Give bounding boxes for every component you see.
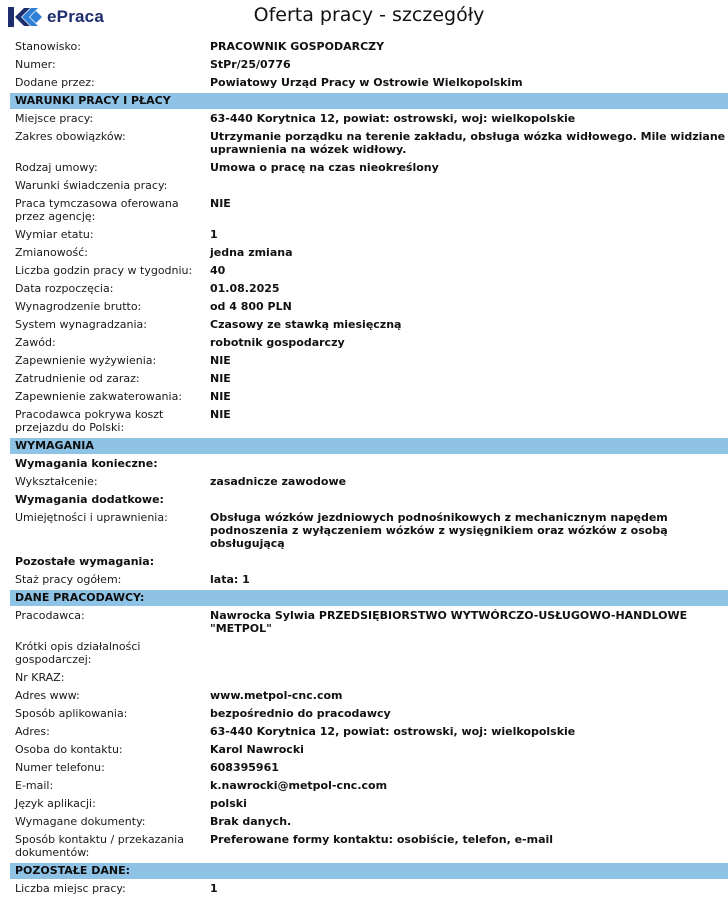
detail-row	[10, 388, 728, 406]
detail-value: jedna zmiana	[210, 246, 293, 259]
detail-label: Stanowisko:	[15, 40, 81, 53]
detail-label: Liczba miejsc pracy:	[15, 882, 126, 895]
section-heading-warunki: WARUNKI PRACY I PŁACY	[10, 93, 728, 109]
section-heading-wymagania: WYMAGANIA	[10, 438, 728, 454]
detail-row	[10, 370, 728, 388]
dodatkowe-rows	[10, 509, 728, 553]
detail-row	[10, 195, 728, 226]
detail-label: Wymiar etatu:	[15, 228, 94, 241]
detail-value: NIE	[210, 390, 231, 403]
detail-row	[10, 777, 728, 795]
detail-label: Sposób kontaktu / przekazania dokumentów:	[15, 833, 184, 859]
detail-label: Dodane przez:	[15, 76, 95, 89]
detail-row	[10, 669, 728, 687]
detail-value: lata: 1	[210, 573, 250, 586]
detail-row	[10, 813, 728, 831]
pracodawca-rows	[10, 607, 728, 862]
detail-row	[10, 262, 728, 280]
detail-row	[10, 723, 728, 741]
detail-row	[10, 880, 728, 898]
detail-label: Data rozpoczęcia:	[15, 282, 114, 295]
detail-value: 40	[210, 264, 226, 277]
detail-row	[10, 687, 728, 705]
detail-value: Umowa o pracę na czas nieokreślony	[210, 161, 439, 174]
subheading-konieczne: Wymagania konieczne:	[15, 457, 158, 470]
detail-label: Krótki opis działalności gospodarczej:	[15, 640, 141, 666]
detail-label: Praca tymczasowa oferowana przez agencję:	[15, 197, 179, 223]
detail-label: Pracodawca:	[15, 609, 85, 622]
detail-row	[10, 177, 728, 195]
detail-row	[10, 473, 728, 491]
offer-details-table	[10, 38, 728, 898]
detail-label: Adres:	[15, 725, 50, 738]
detail-row	[10, 352, 728, 370]
detail-label: Nr KRAZ:	[15, 671, 65, 684]
detail-row	[10, 56, 728, 74]
detail-label: Zapewnienie wyżywienia:	[15, 354, 157, 367]
detail-row	[10, 38, 728, 56]
detail-value: 63-440 Korytnica 12, powiat: ostrowski, woj: wielkopolskie	[210, 112, 576, 125]
detail-value: NIE	[210, 408, 231, 421]
detail-row	[10, 280, 728, 298]
page-header	[0, 0, 728, 36]
pozostale-wymagania-rows	[10, 571, 728, 589]
detail-label: Wykształcenie:	[15, 475, 98, 488]
detail-value: Czasowy ze stawką miesięczną	[210, 318, 402, 331]
detail-value: NIE	[210, 354, 231, 367]
detail-value: 63-440 Korytnica 12, powiat: ostrowski, woj: wielkopolskie	[210, 725, 576, 738]
detail-value: robotnik gospodarczy	[210, 336, 345, 349]
detail-label: Zakres obowiązków:	[15, 130, 126, 143]
detail-row	[10, 509, 728, 553]
section-heading-pracodawca: DANE PRACODAWCY:	[10, 590, 728, 606]
detail-value: StPr/25/0776	[210, 58, 291, 71]
detail-value: www.metpol-cnc.com	[210, 689, 343, 702]
detail-label: Warunki świadczenia pracy:	[15, 179, 168, 192]
detail-value: Preferowane formy kontaktu: osobiście, telefon, e-mail	[210, 833, 554, 846]
detail-row	[10, 705, 728, 723]
detail-row	[10, 795, 728, 813]
detail-row	[10, 571, 728, 589]
detail-label: Zawód:	[15, 336, 56, 349]
detail-label: Zmianowość:	[15, 246, 88, 259]
warunki-rows	[10, 110, 728, 437]
detail-label: Pracodawca pokrywa koszt przejazdu do Polski:	[15, 408, 164, 434]
detail-row	[10, 607, 728, 638]
detail-value: 1	[210, 882, 218, 895]
detail-label: Numer:	[15, 58, 56, 71]
detail-value: 608395961	[210, 761, 279, 774]
detail-value: Brak danych.	[210, 815, 292, 828]
page-title: Oferta pracy - szczegóły	[253, 4, 485, 26]
detail-label: Osoba do kontaktu:	[15, 743, 123, 756]
detail-row	[10, 741, 728, 759]
detail-row	[10, 159, 728, 177]
detail-value: Obsługa wózków jezdniowych podnośnikowych z mechanicznym napędem podnoszenia z wyłączeniem wózków z wysięgnikiem oraz wózków z osobą obsługującą	[210, 511, 668, 550]
detail-row	[10, 638, 728, 669]
pozostale-rows	[10, 880, 728, 898]
detail-row	[10, 226, 728, 244]
detail-label: Adres www:	[15, 689, 80, 702]
detail-value: Karol Nawrocki	[210, 743, 304, 756]
detail-value: od 4 800 PLN	[210, 300, 292, 313]
detail-label: System wynagradzania:	[15, 318, 147, 331]
detail-row	[10, 831, 728, 862]
detail-row	[10, 759, 728, 777]
subheading-pozostale: Pozostałe wymagania:	[15, 555, 155, 568]
detail-value: zasadnicze zawodowe	[210, 475, 347, 488]
detail-value: NIE	[210, 197, 231, 210]
detail-label: Wynagrodzenie brutto:	[15, 300, 142, 313]
detail-value: bezpośrednio do pracodawcy	[210, 707, 391, 720]
detail-value: Nawrocka Sylwia PRZEDSIĘBIORSTWO WYTWÓRCZO-USŁUGOWO-HANDLOWE "METPOL"	[210, 609, 688, 635]
detail-value: Powiatowy Urząd Pracy w Ostrowie Wielkopolskim	[210, 76, 523, 89]
offer-summary	[10, 38, 728, 92]
detail-row	[10, 406, 728, 437]
detail-row	[10, 110, 728, 128]
detail-row	[10, 244, 728, 262]
logo-text: ePraca	[47, 7, 104, 26]
detail-row	[10, 334, 728, 352]
detail-label: Umiejętności i uprawnienia:	[15, 511, 168, 524]
detail-label: E-mail:	[15, 779, 54, 792]
subheading-dodatkowe: Wymagania dodatkowe:	[15, 493, 164, 506]
detail-row	[10, 74, 728, 92]
detail-value: 1	[210, 228, 218, 241]
detail-label: Numer telefonu:	[15, 761, 105, 774]
detail-label: Miejsce pracy:	[15, 112, 94, 125]
detail-value: polski	[210, 797, 247, 810]
detail-row	[10, 298, 728, 316]
detail-value: PRACOWNIK GOSPODARCZY	[210, 40, 385, 53]
detail-label: Zapewnienie zakwaterowania:	[15, 390, 183, 403]
section-heading-pozostale: POZOSTAŁE DANE:	[10, 863, 728, 879]
detail-value: Utrzymanie porządku na terenie zakładu, obsługa wózka widłowego. Mile widziane uprawnienia na wózek widłowy.	[210, 130, 726, 156]
detail-row	[10, 316, 728, 334]
detail-label: Rodzaj umowy:	[15, 161, 98, 174]
detail-label: Staż pracy ogółem:	[15, 573, 122, 586]
detail-label: Sposób aplikowania:	[15, 707, 128, 720]
detail-value: NIE	[210, 372, 231, 385]
detail-value: k.nawrocki@metpol-cnc.com	[210, 779, 388, 792]
detail-value: 01.08.2025	[210, 282, 280, 295]
detail-label: Liczba godzin pracy w tygodniu:	[15, 264, 193, 277]
detail-label: Wymagane dokumenty:	[15, 815, 146, 828]
detail-label: Zatrudnienie od zaraz:	[15, 372, 140, 385]
konieczne-rows	[10, 473, 728, 491]
detail-row	[10, 128, 728, 159]
detail-label: Język aplikacji:	[15, 797, 96, 810]
